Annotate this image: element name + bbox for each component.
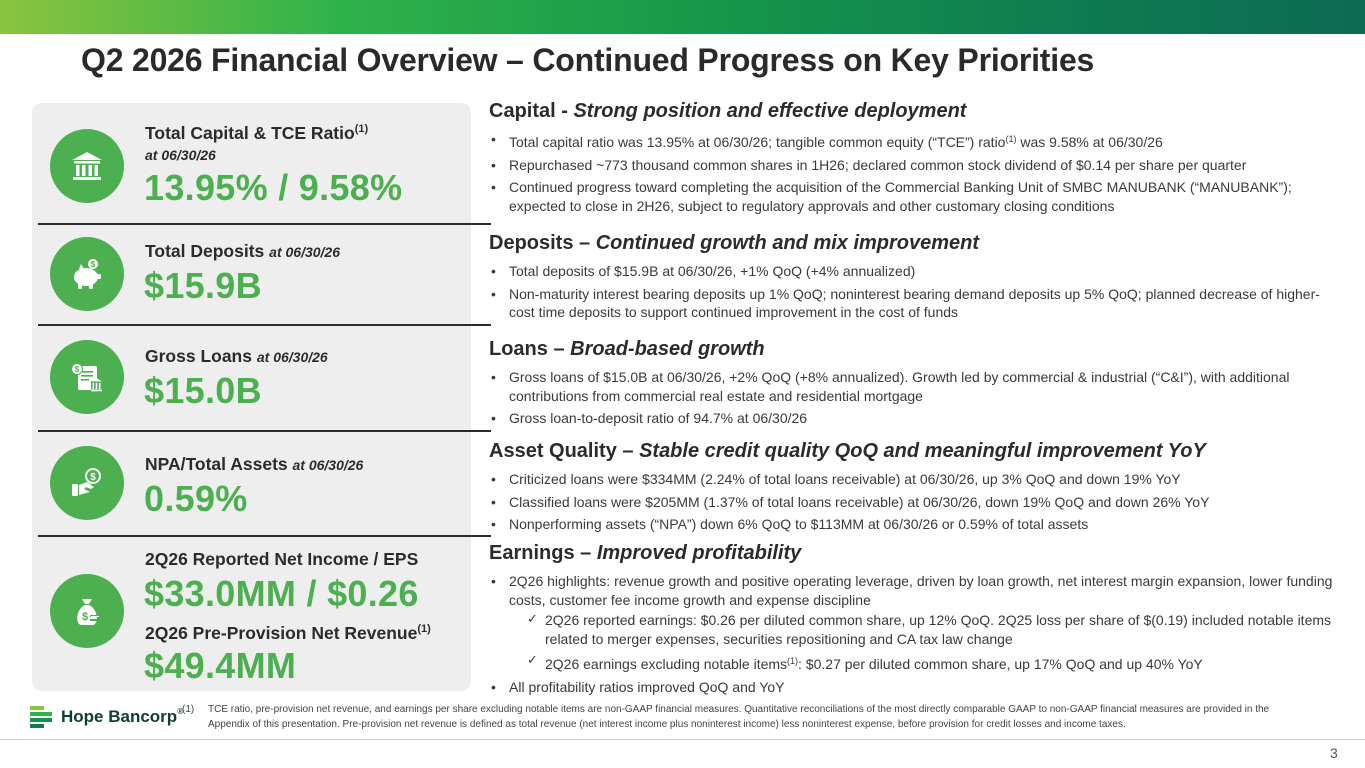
logo-wordmark: Hope Bancorp®	[61, 707, 184, 726]
bullet: • Repurchased ~773 thousand common shares in 1H26; declared common stock dividend of $0.14 per share per quarter	[489, 156, 1339, 175]
section-heading: Deposits – Continued growth and mix improvement	[489, 232, 980, 254]
kpi-deposits-value: $15.9B	[144, 265, 262, 306]
footnote-number: (1)	[182, 704, 195, 715]
kpi-deposits	[32, 225, 471, 325]
svg-text:$: $	[90, 260, 96, 269]
kpi-loans-value: $15.0B	[144, 370, 262, 411]
kpi-ppnr-label: 2Q26 Pre-Provision Net Revenue$^{(1)}$	[145, 623, 431, 643]
kpi-net-income-label: 2Q26 Reported Net Income / EPS	[145, 549, 419, 569]
bullet: • Continued progress toward completing the acquisition of the Commercial Banking Unit of SMBC MANUBANK (“MANUBANK”); expected to close in 2H26, subject to regulatory approvals and other customary closing conditions	[489, 178, 1339, 215]
bullet: • Non-maturity interest bearing deposits up 1% QoQ; noninterest bearing demand deposits up 5% QoQ; planned decrease of higher-cost time deposits to support continued improvement in the cost of funds	[489, 285, 1339, 322]
section-capital	[489, 100, 1339, 219]
loan-document-icon	[50, 340, 124, 414]
page-number: 3	[1330, 745, 1338, 761]
section-heading: Capital - Strong position and effective deployment	[489, 100, 967, 122]
kpi-loans	[32, 326, 471, 431]
section-heading: Loans – Broad-based growth	[489, 338, 765, 360]
bullet: • Gross loans of $15.0B at 06/30/26, +2% QoQ (+8% annualized). Growth led by commercial & industrial (“C&I”), with additional contributions from commercial real estate and residential mortgage	[489, 368, 1339, 405]
kpi-panel	[32, 103, 471, 691]
bullet: • Criticized loans were $334MM (2.24% of total loans receivable) at 06/30/26, up 3% QoQ and down 19% YoY	[489, 470, 1339, 489]
kpi-npa	[32, 432, 471, 536]
kpi-capital-asof: at 06/30/26	[145, 147, 216, 163]
hand-coin-icon	[50, 446, 124, 520]
page-title: Q2 2026 Financial Overview – Continued Progress on Key Priorities	[81, 42, 1095, 78]
kpi-earnings	[32, 537, 471, 691]
kpi-capital-label: Total Capital & TCE Ratio$^{(1)}$	[145, 123, 369, 143]
section-deposits	[489, 232, 1339, 326]
top-gradient-bar	[0, 0, 1365, 34]
kpi-loans-label: Gross Loans at 06/30/26	[145, 346, 328, 366]
company-logo	[28, 703, 183, 731]
logo-mark-icon	[28, 703, 56, 731]
piggy-bank-icon	[50, 237, 124, 311]
footnote	[182, 703, 1312, 732]
svg-text:$: $	[90, 472, 96, 483]
bullet: • All profitability ratios improved QoQ and YoY	[489, 678, 1339, 697]
bullet: • Nonperforming assets (“NPA”) down 6% QoQ to $113MM at 06/30/26 or 0.59% of total assets	[489, 515, 1339, 534]
check-item: ✓ 2Q26 earnings excluding notable items$^{(1)}$: $0.27 per diluted common share, up 17% QoQ and up 40% YoY	[523, 652, 1339, 674]
svg-text:$: $	[81, 611, 89, 623]
section-earnings	[489, 542, 1339, 700]
footer-rule	[0, 739, 1365, 740]
bullet: • Total capital ratio was 13.95% at 06/30/26; tangible common equity (“TCE”) ratio$^{(1)}$ was 9.58% at 06/30/26	[489, 130, 1339, 152]
section-asset-quality	[489, 440, 1339, 538]
svg-text:$: $	[74, 365, 80, 374]
kpi-net-income-value: $33.0MM / $0.26	[144, 573, 419, 614]
bullet: • Gross loan-to-deposit ratio of 94.7% at 06/30/26	[489, 409, 1339, 428]
kpi-capital	[32, 103, 471, 223]
bullet: • Total deposits of $15.9B at 06/30/26, +1% QoQ (+4% annualized)	[489, 262, 1339, 281]
section-loans	[489, 338, 1339, 432]
section-heading: Asset Quality – Stable credit quality QoQ and meaningful improvement YoY	[489, 440, 1206, 462]
footnote-text: TCE ratio, pre-provision net revenue, and earnings per share excluding notable items are non-GAAP financial measures. Quantitative reconciliations of the most directly comparable GAAP to non-GAAP financial measures are provided in the Appendix of this presentation. Pre-provision net revenue is defined as total revenue (net interest income plus noninterest income) less noninterest expense, before provision for credit losses and income taxes.	[208, 704, 1270, 730]
money-bag-icon	[50, 574, 124, 648]
kpi-capital-value: 13.95% / 9.58%	[144, 167, 403, 208]
bank-building-icon	[50, 129, 124, 203]
kpi-ppnr-value: $49.4MM	[144, 645, 297, 686]
bullet: • 2Q26 highlights: revenue growth and positive operating leverage, driven by loan growth, net interest margin expansion, lower funding costs, customer fee income growth and expense discipline ✓ 2Q26 reported earnings: $0.26 per diluted common share, up 12% QoQ. 2Q25 loss per share of $(0.19) included notable items related to merger expenses, securities repositioning and CA tax law change ✓ 2Q26 earnings excluding notable items$^{(1)}$: $0.27 per diluted common share, up 17% QoQ and up 40% YoY	[489, 572, 1339, 674]
bullet: • Classified loans were $205MM (1.37% of total loans receivable) at 06/30/26, down 19% QoQ and down 26% YoY	[489, 493, 1339, 512]
section-heading: Earnings – Improved profitability	[489, 542, 802, 564]
kpi-npa-value: 0.59%	[144, 478, 248, 519]
kpi-npa-label: NPA/Total Assets at 06/30/26	[145, 454, 364, 474]
kpi-deposits-label: Total Deposits at 06/30/26	[145, 241, 340, 261]
check-item: ✓ 2Q26 reported earnings: $0.26 per diluted common share, up 12% QoQ. 2Q25 loss per share of $(0.19) included notable items related to merger expenses, securities repositioning and CA tax law change	[523, 611, 1339, 648]
